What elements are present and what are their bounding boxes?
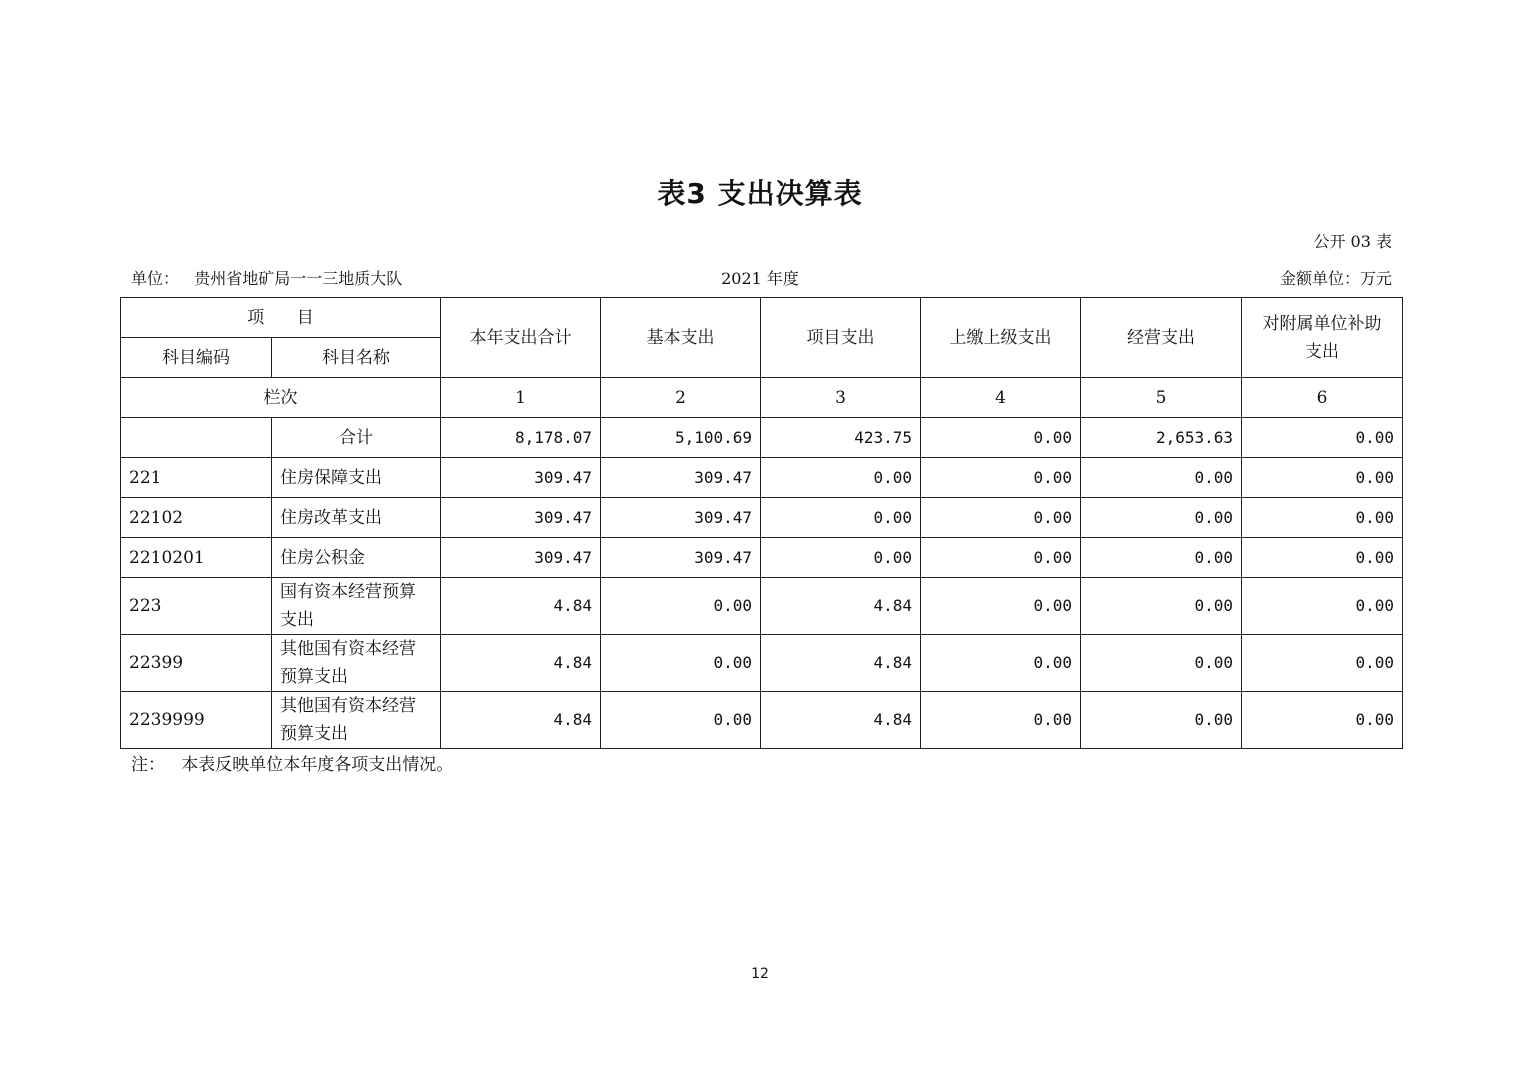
column-index: 4 [921,378,1081,418]
row-value: 0.00 [1081,692,1242,749]
table-note: 注： 本表反映单位本年度各项支出情况。 [131,755,454,775]
table-row [121,458,1403,498]
row-value: 0.00 [921,692,1081,749]
header-item: 项 目 [121,298,441,338]
total-value: 2,653.63 [1081,418,1242,458]
column-index-label: 栏次 [121,378,441,418]
row-value: 309.47 [441,498,601,538]
row-name: 其他国有资本经营预算支出 [272,635,441,692]
row-name: 国有资本经营预算支出 [272,578,441,635]
row-value: 309.47 [441,458,601,498]
header-col-6: 对附属单位补助支出 [1242,298,1403,378]
row-name: 住房保障支出 [272,458,441,498]
header-col-1: 本年支出合计 [441,298,601,378]
total-value: 8,178.07 [441,418,601,458]
row-value: 0.00 [761,458,921,498]
row-value: 0.00 [1242,538,1403,578]
row-code: 223 [121,578,272,635]
column-index: 5 [1081,378,1242,418]
unit-name: 贵州省地矿局一一三地质大队 [194,269,403,288]
row-value: 0.00 [1081,498,1242,538]
table-row [121,692,1403,749]
row-value: 4.84 [441,692,601,749]
header-col-5: 经营支出 [1081,298,1242,378]
row-value: 4.84 [761,578,921,635]
row-value: 0.00 [921,498,1081,538]
row-value: 309.47 [601,458,761,498]
row-code: 221 [121,458,272,498]
row-value: 0.00 [601,578,761,635]
table-row [121,635,1403,692]
total-value: 0.00 [921,418,1081,458]
row-code: 2239999 [121,692,272,749]
money-unit: 金额单位：万元 [1279,269,1392,288]
column-index: 6 [1242,378,1403,418]
page-number: 12 [751,966,769,982]
total-row [121,418,1403,458]
row-value: 0.00 [1242,635,1403,692]
page-title: 表3 支出决算表 [657,177,863,210]
fiscal-year: 2021 年度 [721,269,799,288]
header-name: 科目名称 [272,338,441,378]
row-value: 309.47 [601,538,761,578]
row-value: 4.84 [761,692,921,749]
column-index: 3 [761,378,921,418]
row-name: 其他国有资本经营预算支出 [272,692,441,749]
row-code: 22399 [121,635,272,692]
row-value: 0.00 [1242,578,1403,635]
row-value: 0.00 [1081,458,1242,498]
row-value: 0.00 [1242,692,1403,749]
row-value: 0.00 [1081,538,1242,578]
row-value: 0.00 [761,538,921,578]
row-value: 0.00 [921,578,1081,635]
row-value: 309.47 [601,498,761,538]
row-value: 4.84 [761,635,921,692]
row-value: 0.00 [601,692,761,749]
row-code: 22102 [121,498,272,538]
row-value: 0.00 [761,498,921,538]
row-value: 0.00 [1242,458,1403,498]
total-value: 0.00 [1242,418,1403,458]
unit-label: 单位： [131,269,180,288]
expenditure-table [120,297,1403,749]
row-value: 0.00 [921,458,1081,498]
total-label: 合计 [272,418,441,458]
total-value: 423.75 [761,418,921,458]
table-row [121,498,1403,538]
total-value: 5,100.69 [601,418,761,458]
table-row [121,538,1403,578]
header-code: 科目编码 [121,338,272,378]
row-value: 4.84 [441,578,601,635]
header-col-2: 基本支出 [601,298,761,378]
total-code [121,418,272,458]
table-row [121,578,1403,635]
row-value: 309.47 [441,538,601,578]
row-name: 住房公积金 [272,538,441,578]
row-value: 0.00 [1081,578,1242,635]
column-index: 2 [601,378,761,418]
row-code: 2210201 [121,538,272,578]
row-value: 0.00 [601,635,761,692]
header-col-4: 上缴上级支出 [921,298,1081,378]
row-value: 0.00 [921,635,1081,692]
row-value: 0.00 [1081,635,1242,692]
column-index: 1 [441,378,601,418]
header-col-3: 项目支出 [761,298,921,378]
row-name: 住房改革支出 [272,498,441,538]
row-value: 0.00 [921,538,1081,578]
form-number: 公开 03 表 [1313,232,1392,251]
column-index-row [121,378,1403,418]
row-value: 4.84 [441,635,601,692]
row-value: 0.00 [1242,498,1403,538]
